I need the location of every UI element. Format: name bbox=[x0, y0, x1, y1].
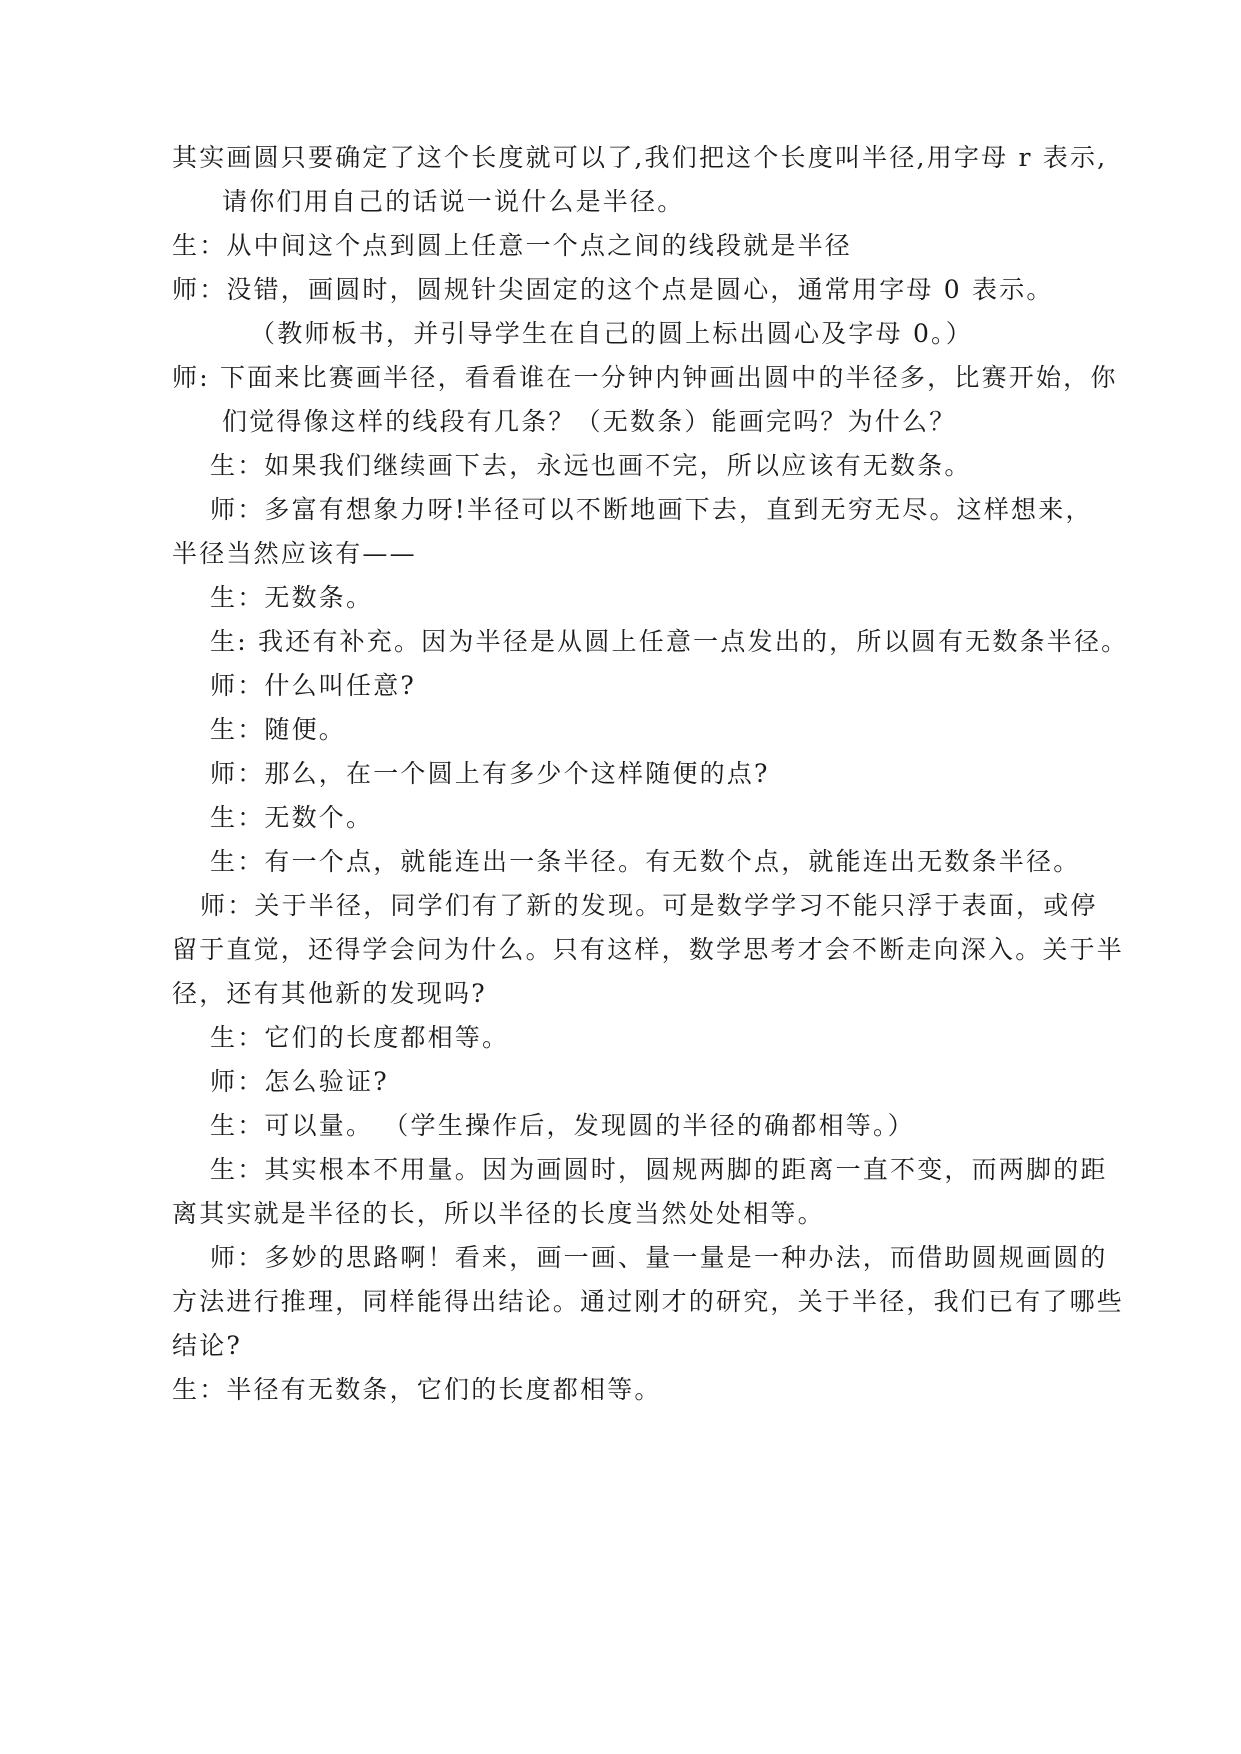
text-line: 离其实就是半径的长，所以半径的长度当然处处相等。 bbox=[172, 1199, 825, 1228]
text-line: 生：如果我们继续画下去，永远也画不完，所以应该有无数条。 bbox=[210, 451, 972, 480]
text-line: 其实画圆只要确定了这个长度就可以了,我们把这个长度叫半径,用字母 r 表示, bbox=[172, 143, 1108, 172]
text-line: 生: 我还有补充。因为半径是从圆上任意一点发出的，所以圆有无数条半径。 bbox=[210, 627, 1129, 656]
text-line: 结论? bbox=[172, 1331, 243, 1360]
text-line: 方法进行推理，同样能得出结论。通过刚才的研究，关于半径，我们已有了哪些 bbox=[172, 1287, 1125, 1316]
text-line: 半径当然应该有—— bbox=[172, 539, 417, 568]
text-line: 师: 下面来比赛画半径，看看谁在一分钟内钟画出圆中的半径多，比赛开始，你 bbox=[172, 363, 1118, 392]
text-line: 生：它们的长度都相等。 bbox=[210, 1023, 510, 1052]
text-line: 们觉得像这样的线段有几条？（无数条）能画完吗？为什么？ bbox=[222, 407, 957, 436]
text-line: 师：关于半径，同学们有了新的发现。可是数学学习不能只浮于表面，或停 bbox=[200, 891, 1098, 920]
text-line: （教师板书，并引导学生在自己的圆上标出圆心及字母 0。） bbox=[250, 319, 973, 348]
text-line: 师：多富有想象力呀!半径可以不断地画下去，直到无穷无尽。这样想来， bbox=[210, 495, 1093, 524]
text-line: 师：怎么验证? bbox=[210, 1067, 389, 1096]
text-line: 师：什么叫任意? bbox=[210, 671, 417, 700]
text-line: 生：从中间这个点到圆上任意一个点之间的线段就是半径 bbox=[172, 231, 853, 260]
text-line: 请你们用自己的话说一说什么是半径。 bbox=[222, 187, 685, 216]
text-line: 师：没错，画圆时，圆规针尖固定的这个点是圆心，通常用字母 0 表示。 bbox=[172, 275, 1054, 304]
text-line: 生：可以量。 （学生操作后，发现圆的半径的确都相等。） bbox=[210, 1111, 915, 1140]
text-line: 生：其实根本不用量。因为画圆时，圆规两脚的距离一直不变，而两脚的距 bbox=[210, 1155, 1108, 1184]
text-line: 师：那么，在一个圆上有多少个这样随便的点? bbox=[210, 759, 770, 788]
text-line: 生：半径有无数条，它们的长度都相等。 bbox=[172, 1375, 662, 1404]
text-line: 生：无数个。 bbox=[210, 803, 374, 832]
text-line: 生：随便。 bbox=[210, 715, 347, 744]
text-line: 留于直觉，还得学会问为什么。只有这样，数学思考才会不断走向深入。关于半 bbox=[172, 935, 1125, 964]
text-line: 生：无数条。 bbox=[210, 583, 374, 612]
text-line: 径，还有其他新的发现吗? bbox=[172, 979, 487, 1008]
text-line: 师：多妙的思路啊！看来，画一画、量一量是一种办法，而借助圆规画圆的 bbox=[210, 1243, 1108, 1272]
text-line: 生：有一个点，就能连出一条半径。有无数个点，就能连出无数条半径。 bbox=[210, 847, 1081, 876]
